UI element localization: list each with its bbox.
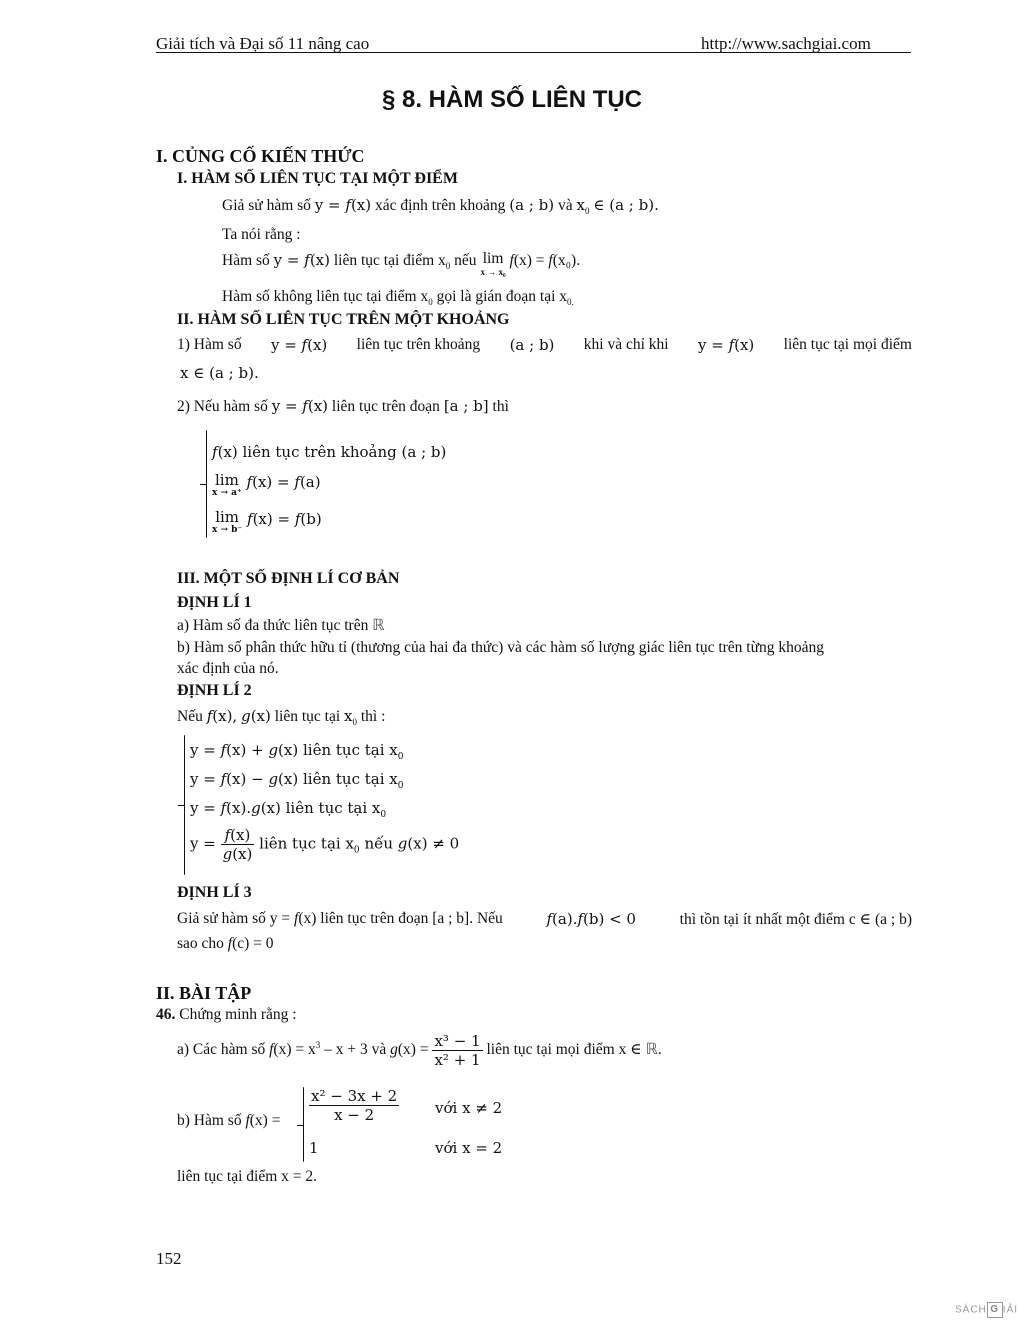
text: và [558,197,573,214]
math: (x) [734,336,755,354]
text: nếu [454,252,477,269]
system-line-1 [212,443,446,461]
math: (b) < 0 [583,910,636,928]
theorem-2-premise [177,707,385,727]
math: y = [270,336,302,354]
header-rule [156,52,911,53]
math: f [301,336,308,354]
math: f [294,510,301,528]
fraction-numerator [221,826,255,844]
theorem-1-a [177,616,384,635]
math: y = [190,741,221,759]
math: f [212,443,218,461]
math: g [390,1041,398,1059]
math: f [245,1112,250,1129]
subscript: 0 [352,717,357,728]
math: g [397,834,408,853]
fraction-denominator [221,844,255,863]
math: y = [273,251,305,269]
math: (x) liên tục tại x [260,799,381,817]
text: xác định trên khoảng [374,197,506,214]
text: a) Hàm số đa thức liên tục trên [177,617,369,634]
text: thì : [360,708,386,725]
exercise-46-intro [156,1006,297,1024]
math: f [220,770,227,788]
piecewise-brace [303,1087,304,1162]
subscript: 0 [397,752,404,762]
math: (x) [230,826,251,844]
math: (x) [232,845,253,863]
text: Hàm số không liên tục tại điểm x [222,288,429,305]
limit-operator [212,473,242,498]
paragraph-continuity-definition [222,251,580,277]
fraction-numerator: x³ − 1 [434,1032,481,1050]
paragraph-definition-line1 [222,196,659,216]
text: sao cho [177,935,224,952]
exercise-46-b-label [177,1112,280,1130]
text: thì tồn tại ít nhất một điểm c ∈ (a ; b) [679,911,912,928]
theorem-3-heading: ĐỊNH LÍ 3 [177,884,252,901]
subsection-heading-1: I. HÀM SỐ LIÊN TỤC TẠI MỘT ĐIỂM [177,170,458,187]
real-numbers-symbol: ℝ [645,1040,658,1059]
math: y = [190,799,221,817]
math: f [247,510,253,528]
subscript: 0 [445,261,451,272]
math: (x), [212,707,238,725]
text: (c) = 0 [232,935,274,952]
math: (a). [552,910,578,928]
subscript: 0 [584,206,590,217]
text: liên tục trên khoảng [356,336,481,353]
math: (x) [250,707,271,725]
math: (x) liên tục trên khoảng (a ; b) [217,443,447,461]
text: Giả sử hàm số [222,197,311,214]
math: f [220,799,227,817]
subsection-heading-2: II. HÀM SỐ LIÊN TỤC TRÊN MỘT KHOẢNG [177,311,510,328]
math: (x) = [252,510,295,528]
text: 1) Hàm số [177,336,242,353]
math: f [294,473,300,491]
system-brace [206,430,207,538]
math: f [269,1041,274,1059]
math: g [241,707,251,725]
paragraph-ta-noi-rang: Ta nói rằng : [222,226,301,243]
math: x [576,196,585,214]
lim-subscript: x → b⁻ [212,525,243,535]
lim-subscript: x → x₀ [480,266,506,277]
math: (x) liên tục tại x [278,770,398,788]
paragraph-interval-continuity [177,336,912,355]
math: y = [271,397,303,415]
running-header-title: Giải tích và Đại số 11 nâng cao [156,34,370,53]
math: g [268,741,279,759]
system-line-3 [212,510,322,535]
theorem-1-heading: ĐỊNH LÍ 1 [177,594,252,611]
system-brace [184,735,185,875]
fraction [221,826,255,863]
lim-text: lim [215,508,240,526]
math: – x + 3 và [324,1041,387,1059]
exercise-number: 46. [156,1006,176,1023]
subscript: 0 [397,781,404,791]
piecewise-case-1-condition: với x ≠ 2 [435,1099,503,1117]
math: (x) = [397,1041,429,1059]
text: a) Các hàm số [177,1041,266,1059]
watermark-box: G [987,1302,1003,1318]
page-number: 152 [156,1249,182,1268]
theorem-3-line1 [177,910,912,929]
theorem-2-quotient [190,826,459,863]
paragraph-discontinuity [222,288,574,307]
math: (x) ≠ 0 [407,834,460,853]
math: [a ; b] [443,397,489,415]
fraction-numerator: x² − 3x + 2 [311,1087,398,1105]
math: (x) = [252,473,295,491]
page-title: § 8. HÀM SỐ LIÊN TỤC [381,86,643,113]
limit-operator [480,251,505,277]
piecewise-case-2-value: 1 [309,1139,319,1157]
math: f [728,336,735,354]
math: ∈ (a ; b). [593,196,659,214]
math: (x) liên tục tại x [278,741,398,759]
math: (x) = x [273,1041,316,1059]
math: (a) [299,473,321,491]
theorem-1-b-line2: xác định của nó. [177,660,279,677]
text: liên tục trên đoạn [331,398,440,415]
watermark-text: IẢI [1002,1304,1019,1316]
watermark-text: SÁCH [955,1304,987,1316]
text: . [657,1041,662,1059]
math: f [304,251,310,269]
text: Chứng minh rằng : [179,1006,297,1023]
math: y = [190,834,221,853]
superscript: 3 [315,1039,321,1050]
theorem-2-sum [190,741,403,762]
text: liên tục tại điểm x [333,252,446,269]
text: khi và chỉ khi [583,336,669,353]
math: y = [697,336,729,354]
text: thì [492,398,509,415]
math: y = [314,196,346,214]
lim-text: lim [482,250,504,267]
math: (x) [309,251,330,269]
math: (a ; b) [509,196,555,214]
math: f [548,252,553,269]
text: Giả sử hàm số y = [177,910,295,927]
text: f [294,910,299,927]
math: (x) = [513,252,549,269]
system-line-2 [212,473,321,498]
text: f [227,935,233,952]
subscript: 0 [353,845,360,856]
math: (x) + [226,741,269,759]
math: (x) = [249,1112,281,1129]
lim-subscript: x → a⁺ [212,488,242,498]
theorem-2-product [190,799,386,820]
fraction-denominator: x − 2 [309,1105,399,1124]
running-header-url[interactable]: http://www.sachgiai.com [701,34,871,53]
text: liên tục tại mọi điểm x ∈ [486,1041,642,1059]
section-heading-1: I. CỦNG CỐ KIẾN THỨC [156,146,365,166]
fraction [309,1087,399,1124]
math: f [220,741,227,759]
text: (x) liên tục trên đoạn [a ; b]. Nếu [298,910,503,927]
math: y = [190,770,221,788]
math: f [577,910,584,928]
subsection-heading-3: III. MỘT SỐ ĐỊNH LÍ CƠ BẢN [177,570,400,587]
math: f [206,707,213,725]
math: f [246,473,253,491]
math: nếu [364,834,393,853]
limit-operator [212,510,242,535]
subscript: 0 [380,810,387,820]
math: (x₀). [552,252,581,269]
math: f [345,196,351,214]
math: f [224,826,231,844]
lim-text: lim [214,471,239,489]
math: g [268,770,279,788]
math: f [509,252,514,269]
math: g [251,799,261,817]
subscript: 0. [567,297,574,308]
theorem-2-heading: ĐỊNH LÍ 2 [177,682,252,699]
text: gọi là gián đoạn tại x [436,288,568,305]
text: liên tục tại [274,708,341,725]
real-numbers-symbol: ℝ [372,616,385,634]
text: liên tục tại mọi điểm [783,336,912,353]
exercise-46-b-conclusion: liên tục tại điểm x = 2. [177,1168,318,1185]
math: (x) − [226,770,269,788]
theorem-2-difference [190,770,403,791]
fraction-denominator: x² + 1 [434,1051,481,1069]
theorem-1-b-line1: b) Hàm số phân thức hữu tỉ (thương của hai đa thức) và các hàm số lượng giác liên tục trên từng khoảng [177,639,825,656]
text: Hàm số [222,252,270,269]
math: (x) [307,336,328,354]
math: f [546,910,553,928]
piecewise-case-2-condition: với x = 2 [435,1139,503,1157]
paragraph-segment-continuity [177,397,509,416]
math: f [302,397,308,415]
math: liên tục tại x [259,834,354,853]
watermark-logo [955,1302,1018,1318]
subscript: 0 [428,297,433,308]
text: Nếu [177,708,203,725]
theorem-3-line2 [177,935,274,953]
text: b) Hàm số [177,1112,242,1129]
math: (x) [350,196,372,214]
math: (x). [226,799,252,817]
exercise-46-a [177,1032,662,1069]
math: (x) [307,397,329,415]
fraction [432,1032,482,1069]
math: g [222,845,233,863]
math: (a ; b) [509,336,555,354]
math-interval: x ∈ (a ; b). [180,364,259,382]
section-heading-2: II. BÀI TẬP [156,983,252,1003]
math: (b) [300,510,322,528]
math: x [344,707,353,725]
piecewise-case-1-fraction [309,1087,399,1124]
text: 2) Nếu hàm số [177,398,268,415]
